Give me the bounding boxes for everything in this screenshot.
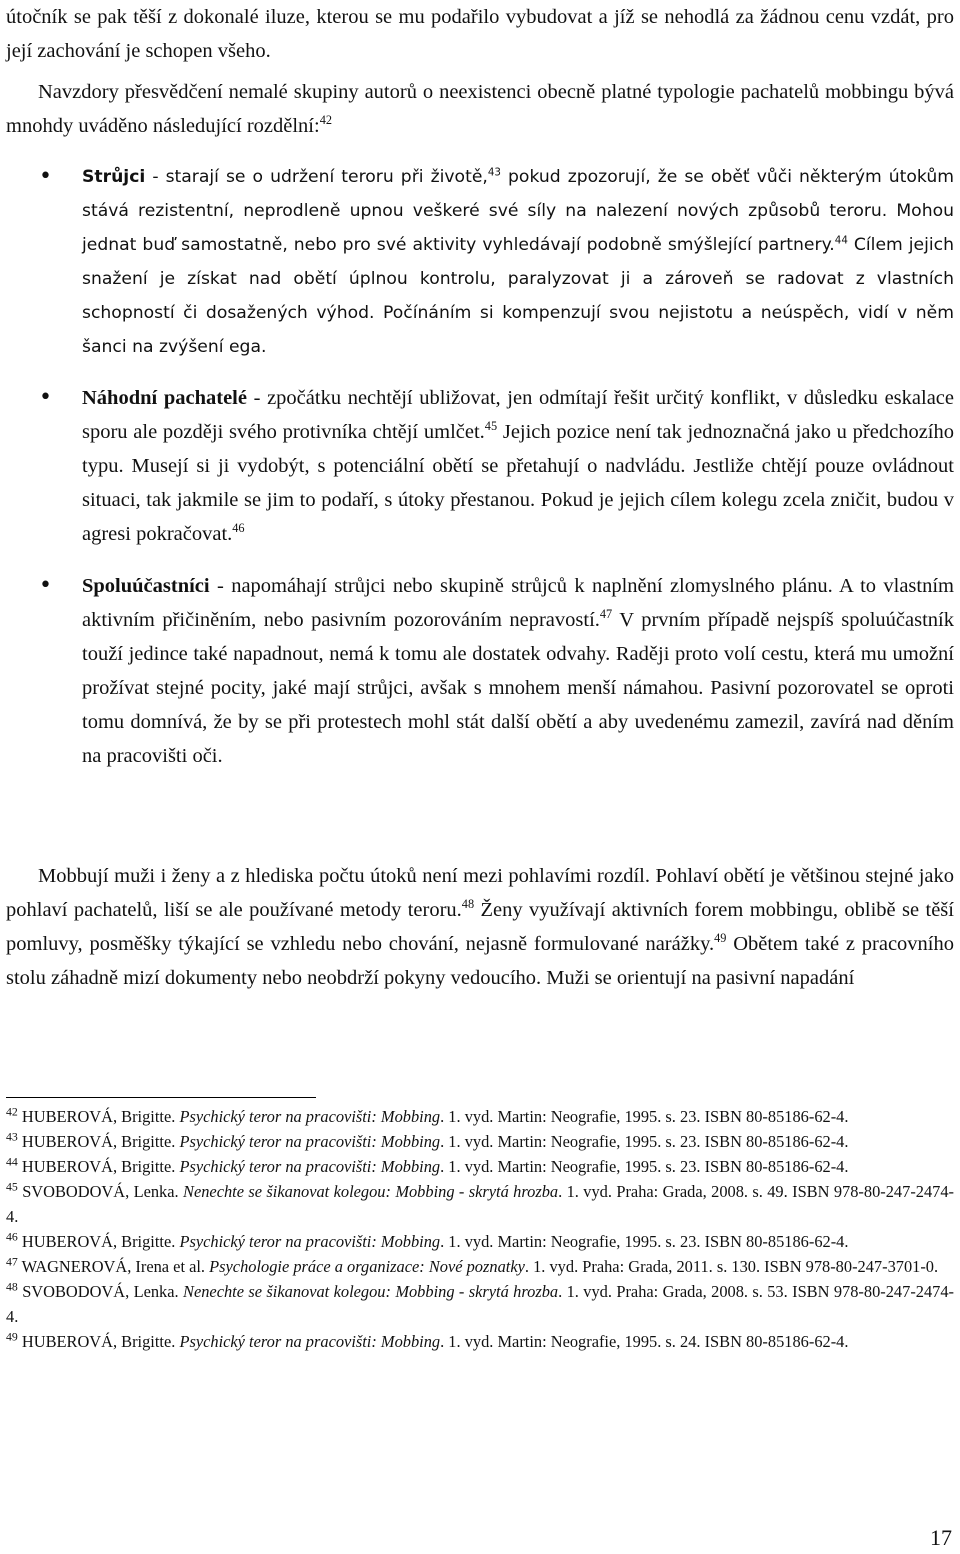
footnote-details: . 1. vyd. Martin: Neografie, 1995. s. 23. ISBN 80-85186-62-4. — [440, 1157, 849, 1176]
perpetrator-types-list — [6, 160, 954, 773]
nahodni-text-2: Jejich pozice není tak jednoznačná jako u předchozího typu. Musejí si ji vydobýt, s potenciální obětí se přetahují o nadvládu. Jestliže chtějí pouze ovládnout situaci, tak jakmile se jim to podaří, s útoky přestanou. Pokud je jejich cílem kolegu zcela zničit, budou v agresi pokračovat. — [82, 421, 955, 545]
list-item-spoluucastnici — [6, 569, 954, 773]
strujci-text-2: pokud zpozorují, že se oběť vůči některým útokům stává rezistentní, neprodleně upnou veškeré své síly na nalezení nových způsobů teroru. Mohou jednat buď samostatně, nebo pro své aktivity vyhledávají podobně smýšlející partnery. — [82, 167, 954, 255]
page-number: 17 — [930, 1525, 952, 1550]
footnote-number: 44 — [6, 1154, 18, 1169]
term-strujci: Strůjci — [82, 167, 146, 187]
footnote-ref-43[interactable]: 43 — [487, 166, 501, 179]
footnote-separator — [6, 1097, 316, 1098]
footnote — [6, 1129, 954, 1154]
footnote-author: HUBEROVÁ, Brigitte. — [21, 1132, 180, 1151]
term-nahodni-pachatele: Náhodní pachatelé — [82, 387, 247, 409]
footnote-number: 43 — [6, 1129, 18, 1144]
term-spoluucastnici: Spoluúčastníci — [82, 575, 210, 597]
paragraph-gender — [6, 859, 954, 995]
footnote-number: 47 — [6, 1254, 18, 1269]
footnote-number: 45 — [6, 1179, 18, 1194]
gender-text-1: Mobbují muži i ženy a z hlediska počtu útoků není mezi pohlavími rozdíl. Pohlaví obětí je většinou stejné jako pohlaví pachatelů, liší se ale používané metody teroru. — [6, 865, 954, 921]
strujci-text-3: Cílem jejich snažení je získat nad obětí úplnou kontrolu, paralyzovat ji a zároveň se radovat z vlastních schopností či dosažených výhod. Počínáním si kompenzují svou nejistotu a neúspěch, vidí v něm šanci na zvýšení ega. — [82, 235, 954, 357]
spoluucastnici-text-1: - napomáhají strůjci nebo skupině strůjců k naplnění zlomyslného plánu. A to vlastním aktivním přičiněním, nebo pasivním pozorováním nepravostí. — [82, 575, 954, 631]
footnote-number: 46 — [6, 1229, 18, 1244]
nahodni-text-1: - zpočátku nechtějí ubližovat, jen odmítají řešit určitý konflikt, v důsledku eskalace sporu ale později svého protivníka chtějí umlčet. — [82, 387, 954, 443]
footnote-author: SVOBODOVÁ, Lenka. — [22, 1282, 184, 1301]
footnote-title: Psychický teror na pracovišti: Mobbing — [179, 1132, 441, 1151]
footnote-ref-47[interactable]: 47 — [599, 607, 613, 622]
footnote-author: SVOBODOVÁ, Lenka. — [22, 1182, 184, 1201]
footnote-ref-46[interactable]: 46 — [232, 521, 245, 536]
paragraph-intro — [6, 0, 954, 68]
document-page — [6, 0, 954, 1554]
footnote-title: Psychický teror na pracovišti: Mobbing — [179, 1107, 441, 1126]
footnote-details: . 1. vyd. Praha: Grada, 2011. s. 130. ISBN 978-80-247-3701-0. — [524, 1257, 939, 1276]
footnote — [6, 1279, 954, 1329]
footnote-ref-45[interactable]: 45 — [484, 419, 498, 434]
footnote-details: . 1. vyd. Praha: Grada, 2008. s. 53. ISBN 978-80-247-2474-4. — [6, 1282, 955, 1326]
list-item-strujci — [6, 160, 954, 364]
footnote — [6, 1179, 954, 1229]
footnote-ref-49[interactable]: 49 — [714, 931, 727, 946]
paragraph-typology-text: Navzdory přesvědčení nemalé skupiny autorů o neexistenci obecně platné typologie pachatelů mobbingu bývá mnohdy uváděno následující rozdělní: — [6, 81, 954, 137]
footnote-title: Psychický teror na pracovišti: Mobbing — [179, 1157, 441, 1176]
footnote-ref-44[interactable]: 44 — [834, 234, 848, 247]
footnote-number: 42 — [6, 1104, 18, 1119]
footnote — [6, 1229, 954, 1254]
footnote-details: . 1. vyd. Martin: Neografie, 1995. s. 24. ISBN 80-85186-62-4. — [440, 1332, 849, 1351]
footnote — [6, 1254, 954, 1279]
footnote-title: Nenechte se šikanovat kolegou: Mobbing - skrytá hrozba — [183, 1282, 559, 1301]
footnote-title: Psychologie práce a organizace: Nové poznatky — [209, 1257, 525, 1276]
spoluucastnici-text-2: V prvním případě nejspíš spoluúčastník touží jedince také napadnout, nemá k tomu ale dostatek odvahy. Raději proto volí cestu, která mu umožní prožívat stejné pocity, jaké mají strůjci, avšak s mnohem menší námahou. Pasivní pozorovatel se oproti tomu domnívá, že by se při protestech mohl stát další obětí a aby uvedenému zamezil, zavírá nad děním na pracovišti oči. — [82, 609, 954, 767]
paragraph-typology — [6, 75, 954, 143]
footnote-author: HUBEROVÁ, Brigitte. — [21, 1232, 180, 1251]
footnote-ref-42[interactable]: 42 — [319, 113, 332, 128]
footnotes — [6, 1104, 954, 1354]
footnote-number: 49 — [6, 1329, 18, 1344]
footnote — [6, 1329, 954, 1354]
footnote-title: Psychický teror na pracovišti: Mobbing — [179, 1332, 441, 1351]
footnote — [6, 1154, 954, 1179]
footnote-details: . 1. vyd. Martin: Neografie, 1995. s. 23. ISBN 80-85186-62-4. — [440, 1232, 849, 1251]
footnote-ref-48[interactable]: 48 — [461, 897, 475, 912]
list-item-nahodni-pachatele — [6, 381, 954, 551]
paragraph-intro-text: útočník se pak těší z dokonalé iluze, kterou se mu podařilo vybudovat a jíž se nehodlá za žádnou cenu vzdát, pro její zachování je schopen všeho. — [6, 6, 954, 62]
footnote-author: HUBEROVÁ, Brigitte. — [21, 1107, 180, 1126]
gender-text-3: Obětem také z pracovního stolu záhadně mizí dokumenty nebo neobdrží pokyny vedoucího. Muži se orientují na pasivní napadání — [6, 933, 954, 989]
footnote-author: WAGNEROVÁ, Irena et al. — [21, 1257, 210, 1276]
footnote-author: HUBEROVÁ, Brigitte. — [21, 1332, 180, 1351]
footnote-title: Nenechte se šikanovat kolegou: Mobbing - skrytá hrozba — [183, 1182, 559, 1201]
footnote-details: . 1. vyd. Martin: Neografie, 1995. s. 23. ISBN 80-85186-62-4. — [440, 1107, 849, 1126]
strujci-text-1: - starají se o udržení teroru při životě, — [145, 167, 488, 187]
footnote-author: HUBEROVÁ, Brigitte. — [21, 1157, 180, 1176]
footnote-number: 48 — [6, 1279, 18, 1294]
footnote-title: Psychický teror na pracovišti: Mobbing — [179, 1232, 441, 1251]
gender-text-2: Ženy využívají aktivních forem mobbingu, oblibě se těší pomluvy, posměšky týkající se vzhledu nebo chování, nejasně formulované narážky. — [6, 899, 954, 955]
footnote-details: . 1. vyd. Praha: Grada, 2008. s. 49. ISBN 978-80-247-2474-4. — [6, 1182, 955, 1226]
footnote — [6, 1104, 954, 1129]
footnote-details: . 1. vyd. Martin: Neografie, 1995. s. 23. ISBN 80-85186-62-4. — [440, 1132, 849, 1151]
